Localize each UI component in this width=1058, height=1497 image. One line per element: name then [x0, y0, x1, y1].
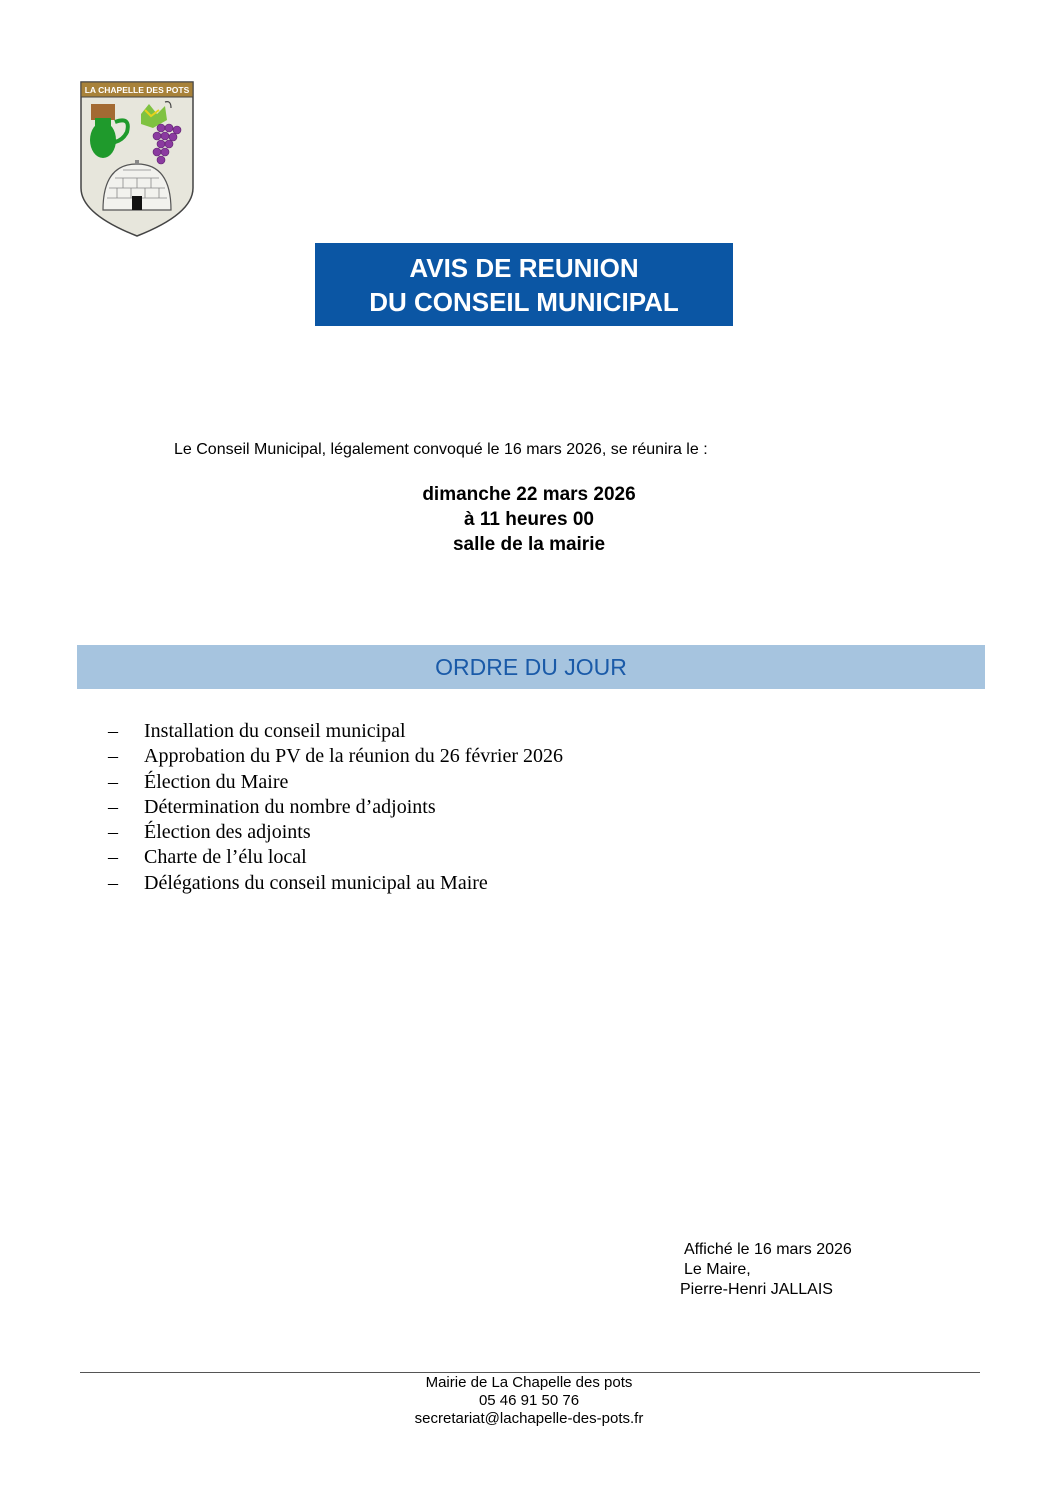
meeting-date: dimanche 22 mars 2026 — [422, 484, 636, 505]
dash-bullet-icon: – — [108, 821, 118, 844]
signature-block — [680, 1240, 852, 1300]
footer-phone: 05 46 91 50 76 — [478, 1392, 580, 1409]
footer-email: secretariat@lachapelle-des-pots.fr — [414, 1410, 644, 1427]
dash-bullet-icon: – — [108, 846, 118, 869]
meeting-time: à 11 heures 00 — [464, 509, 594, 530]
agenda-item: – Installation du conseil municipal — [108, 719, 563, 744]
footer-divider — [80, 1372, 980, 1373]
title-line-2: DU CONSEIL MUNICIPAL — [369, 286, 679, 317]
mayor-role: Le Maire, — [684, 1261, 751, 1278]
agenda-list — [108, 719, 563, 896]
agenda-heading: ORDRE DU JOUR — [77, 645, 985, 689]
posted-date: Affiché le 16 mars 2026 — [684, 1241, 852, 1258]
meeting-details — [330, 482, 728, 557]
agenda-item: – Approbation du PV de la réunion du 26 février 2026 — [108, 744, 563, 769]
footer — [330, 1374, 728, 1428]
dash-bullet-icon: – — [108, 745, 118, 768]
coat-of-arms-logo — [79, 80, 195, 238]
dash-bullet-icon: – — [108, 871, 118, 894]
dash-bullet-icon: – — [108, 795, 118, 818]
footer-org: Mairie de La Chapelle des pots — [425, 1374, 633, 1391]
agenda-item: – Élection des adjoints — [108, 820, 563, 845]
mayor-name: Pierre-Henri JALLAIS — [680, 1281, 833, 1298]
dash-bullet-icon: – — [108, 720, 118, 742]
agenda-item: – Charte de l’élu local — [108, 845, 563, 870]
title-line-1: AVIS DE REUNION — [409, 252, 639, 283]
agenda-item: – Délégations du conseil municipal au Maire — [108, 871, 563, 896]
convocation-text: Le Conseil Municipal, légalement convoqué le 16 mars 2026, se réunira le : — [174, 441, 708, 458]
dash-bullet-icon: – — [108, 770, 118, 793]
crest-banner-text: LA CHAPELLE DES POTS — [84, 85, 190, 95]
agenda-item: – Élection du Maire — [108, 770, 563, 795]
meeting-place: salle de la mairie — [452, 534, 606, 555]
agenda-item: – Détermination du nombre d’adjoints — [108, 795, 563, 820]
notice-title — [315, 243, 733, 326]
